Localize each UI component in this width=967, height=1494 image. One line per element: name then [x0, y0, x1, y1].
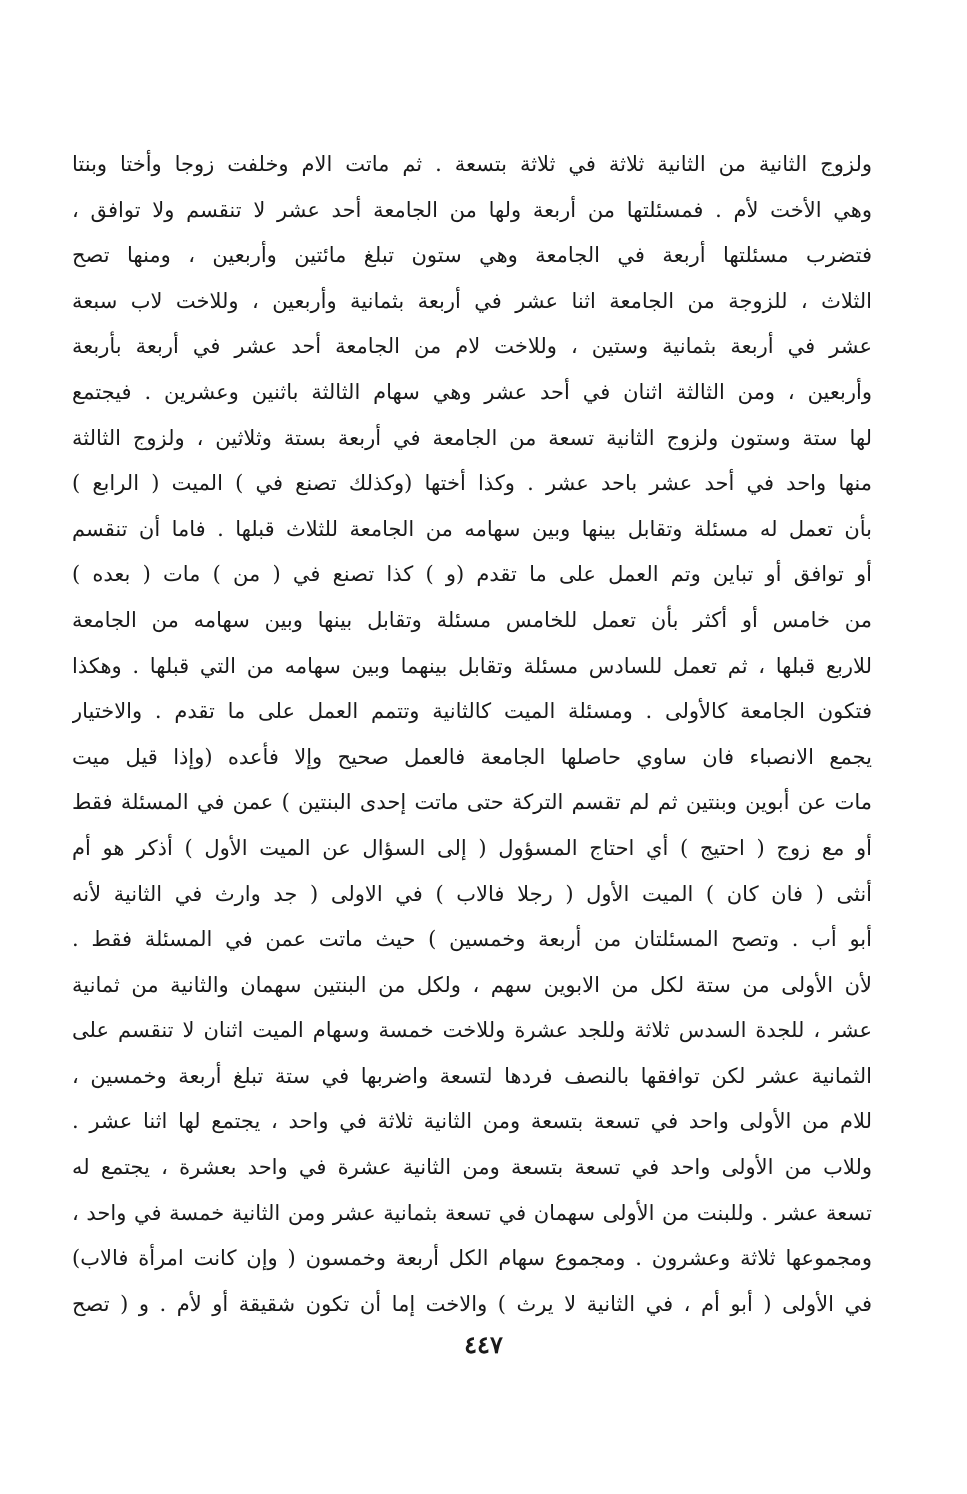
text-line: وهي الأخت لأم . فمسئلتها من أربعة ولها من الجامعة أحد عشر لا تنقسم ولا توافق ، — [72, 197, 872, 222]
text-line: ولزوج الثانية من الثانية ثلاثة في ثلاثة بتسعة . ثم ماتت الام وخلفت زوجا وأختا وبنتا — [72, 152, 872, 176]
text-line: وللاب من الأولى واحد في تسعة بتسعة ومن الثانية عشرة في واحد بعشرة ، يجتمع له — [72, 1155, 872, 1180]
text-line: بأن تعمل له مسئلة وتقابل بينها وبين سهامه من الجامعة للثلاث قبلها . فاما أن تنقسم — [72, 516, 872, 541]
text-line: منها واحد في أحد عشر باحد عشر . وكذا أختها (وكذلك تصنع في ) الميت ( الرابع ) — [72, 471, 872, 496]
text-line: الثمانية عشر لكن توافقها بالنصف فردها لتسعة واضربها في ستة تبلغ أربعة وخمسين ، — [72, 1063, 872, 1088]
text-line: مات عن أبوين وبنتين ثم لم تقسم التركة حتى ماتت إحدى البنتين ) عمن في المسئلة فقط — [72, 790, 872, 815]
text-line: عشر في أربعة بثمانية وستين ، وللاخت لام من الجامعة أحد عشر في أربعة بأربعة — [72, 334, 872, 359]
text-line: من خامس أو أكثر بأن تعمل للخامس مسئلة وتقابل بينها وبين سهامه من الجامعة — [72, 607, 872, 632]
text-line: فتضرب مسئلتها أربعة في الجامعة وهي ستون تبلغ مائتين وأربعين ، ومنها تصح — [72, 243, 872, 268]
text-line: أبو أب . وتصح المسئلتان من أربعة وخمسين ) حيث ماتت عمن في المسئلة فقط . — [72, 927, 872, 952]
text-line: أنثى ( فان كان ) الميت الأول ( رجلا فالاب ) في الاولى ( جد وارث في الثانية لأنه — [72, 881, 872, 906]
text-line: لأن الأولى من ستة لكل من الابوين سهم ، ولكل من البنتين سهمان والثانية من ثمانية — [72, 972, 872, 997]
text-line: تسعة عشر . وللبنت من الأولى سهمان في تسعة بثمانية عشر ومن الثانية خمسة في واحد ، — [72, 1200, 872, 1225]
text-line: فتكون الجامعة كالأولى . ومسئلة الميت كالثانية وتتمم العمل على ما تقدم . والاختيار — [72, 699, 872, 724]
text-line: للام من الأولى واحد في تسعة بتسعة ومن الثانية ثلاثة في واحد ، يجتمع لها اثنا عشر . — [72, 1109, 872, 1134]
page-number: ٤٤٧ — [464, 1330, 503, 1359]
text-line: يجمع الانصباء فان ساوي حاصلها الجامعة فالعمل صحيح وإلا فأعده (وإذا قيل ميت — [72, 744, 872, 769]
text-line: أو مع زوج ( احتيج ) أي احتاج المسؤول ( إلى السؤال عن الميت الأول ) أذكر هو أم — [72, 835, 872, 860]
text-line: في الأولى ( أبو أم ، في الثانية لا يرث ) والاخت إما أن تكون شقيقة أو لأم . و ( تصح — [72, 1291, 872, 1316]
text-line: أو توافق أو تباين وتم العمل على ما تقدم (و ) كذا تصنع في ( من ) مات ( بعده ) — [72, 562, 872, 587]
text-line: عشر ، للجدة السدس ثلاثة وللجد عشرة وللاخت خمسة وسهام الميت اثنان لا تنقسم على — [72, 1018, 872, 1043]
text-line: ومجموعها ثلاثة وعشرون . ومجموع سهام الكل أربعة وخمسون ( وإن كانت امرأة فالاب) — [72, 1246, 872, 1271]
text-line: لها ستة وستون ولزوج الثانية تسعة من الجامعة في أربعة بستة وثلاثين ، ولزوج الثالثة — [72, 425, 872, 450]
text-line: للاربع قبلها ، ثم تعمل للسادس مسئلة وتقابل بينهما وبين سهامه من التي قبلها . وهكذا — [72, 653, 872, 678]
body-text — [72, 142, 872, 1327]
text-line: وأربعين ، ومن الثالثة اثنان في أحد عشر وهي سهام الثالثة باثنين وعشرين . فيجتمع — [72, 379, 872, 404]
text-line: الثلاث ، للزوجة من الجامعة اثنا عشر في أربعة بثمانية وأربعين ، وللاخت لاب سبعة — [72, 288, 872, 313]
